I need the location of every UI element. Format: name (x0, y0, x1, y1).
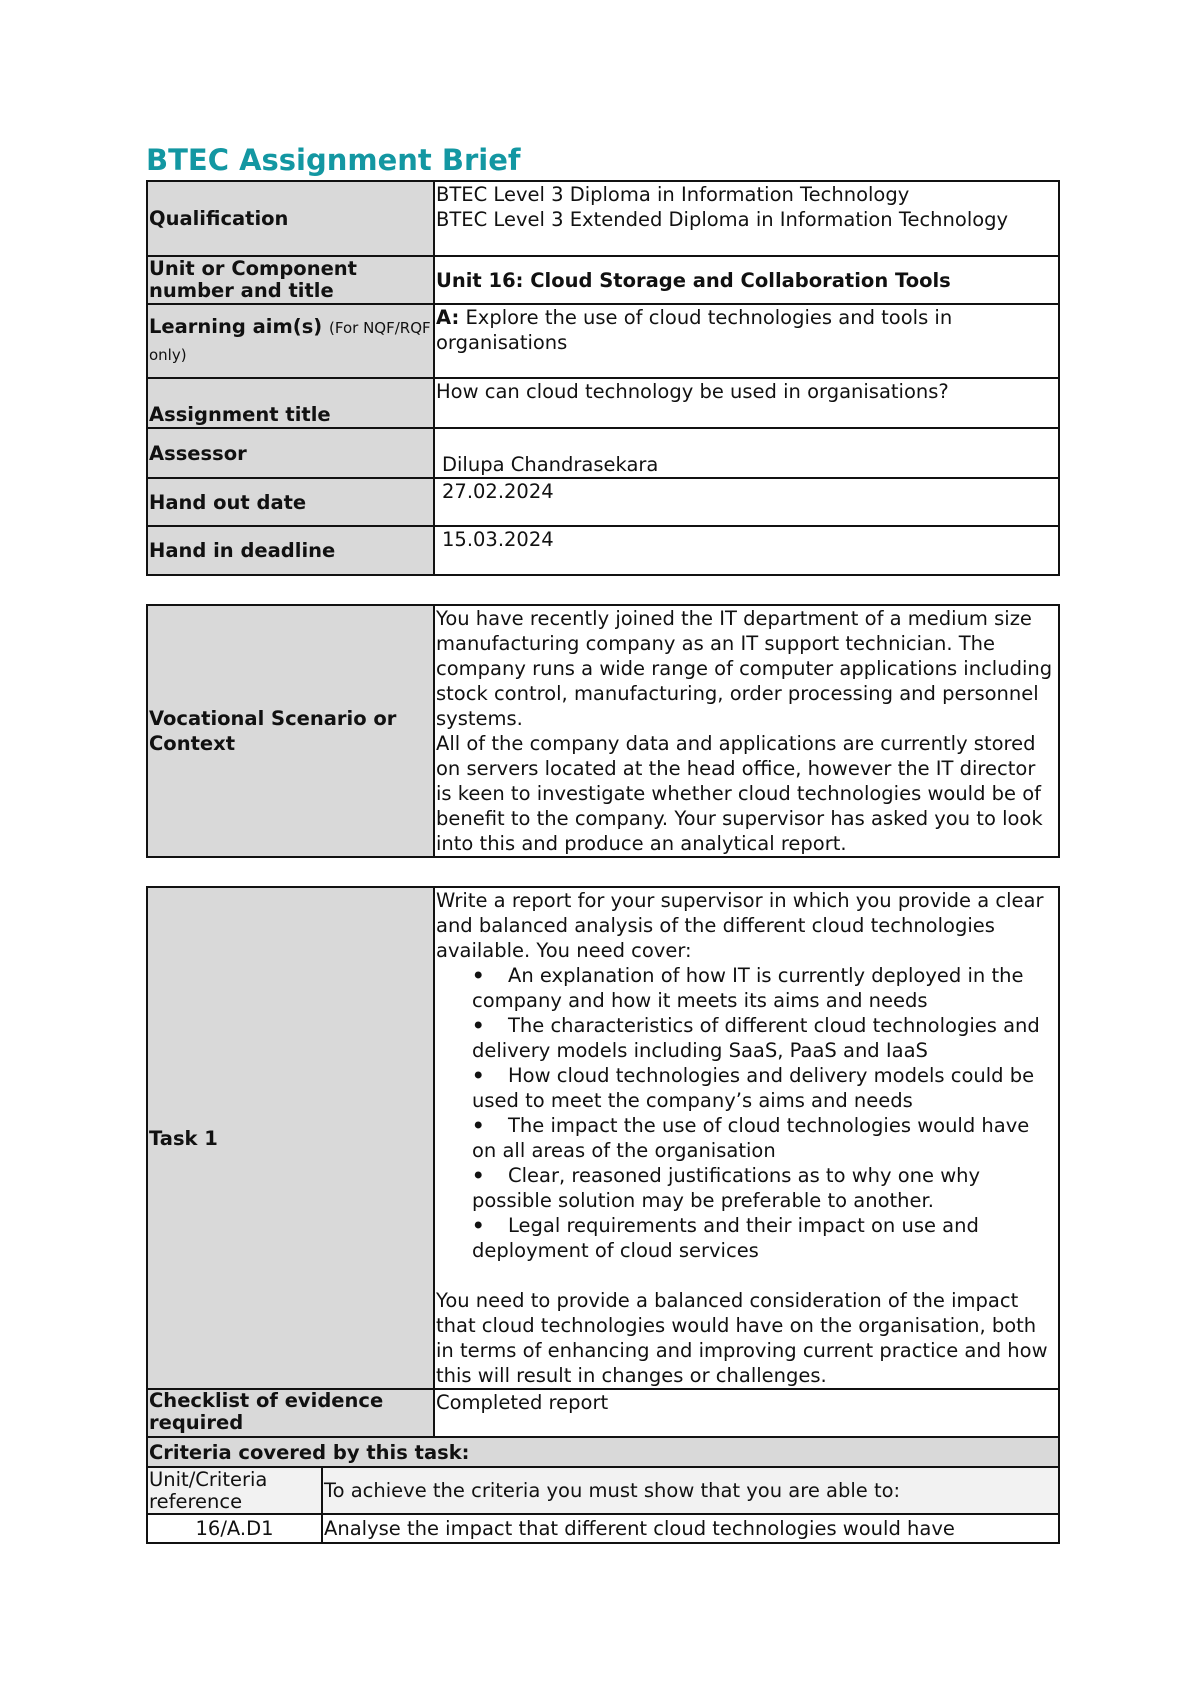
task-table (146, 886, 1060, 1438)
scenario-row (147, 605, 1059, 857)
handin-row (147, 526, 1059, 575)
handout-value: 27.02.2024 (434, 478, 1059, 526)
assessor-value: Dilupa Chandrasekara (434, 428, 1059, 478)
checklist-value: Completed report (434, 1389, 1059, 1437)
qualification-line-2: BTEC Level 3 Extended Diploma in Information Technology (436, 208, 1009, 231)
spacer (146, 858, 1060, 886)
criteria-table (146, 1436, 1060, 1544)
list-item (472, 1213, 1057, 1263)
criteria-col-desc: To achieve the criteria you must show that you are able to: (322, 1467, 1059, 1514)
qualification-value (434, 181, 1059, 256)
unit-label: Unit or Component number and title (147, 256, 434, 304)
task-outro: You need to provide a balanced consideration of the impact that cloud technologies would have on the organisation, both in terms of enhancing and improving current practice and how this will result in changes or challenges. (436, 1289, 1048, 1387)
table-row (147, 1514, 1059, 1543)
qualification-row (147, 181, 1059, 256)
scenario-value (434, 605, 1059, 857)
aims-label: Learning aim(s) (149, 315, 323, 338)
task-bullet-list (436, 963, 1057, 1263)
scenario-paragraph-2: All of the company data and applications are currently stored on servers located at the head office, however the IT director is keen to investigate whether cloud technologies would be of benefit to the company. Your supervisor has asked you to look into this and produce an analytical report. (436, 732, 1043, 855)
aims-label-cell (147, 304, 434, 378)
unit-value: Unit 16: Cloud Storage and Collaboration Tools (434, 256, 1059, 304)
aims-prefix: A: (436, 306, 460, 329)
qualification-line-1: BTEC Level 3 Diploma in Information Technology (436, 183, 910, 206)
assignment-brief-page (146, 140, 1060, 1544)
assessor-row (147, 428, 1059, 478)
page-title: BTEC Assignment Brief (146, 143, 521, 177)
blank-line (436, 1263, 1057, 1288)
aims-value: Explore the use of cloud technologies and tools in organisations (436, 306, 953, 354)
list-item (472, 1113, 1057, 1163)
assessor-label: Assessor (147, 428, 434, 478)
spacer (146, 576, 1060, 604)
aims-value-cell (434, 304, 1059, 378)
scenario-label: Vocational Scenario or Context (147, 605, 434, 857)
list-item (472, 1013, 1057, 1063)
info-table (146, 180, 1060, 576)
checklist-row (147, 1389, 1059, 1437)
list-item (472, 1163, 1057, 1213)
scenario-paragraph-1: You have recently joined the IT department of a medium size manufacturing company as an IT support technician. The company runs a wide range of computer applications including stock control, manufacturing, order processing and personnel systems. (436, 607, 1053, 730)
criteria-heading-row (147, 1437, 1059, 1467)
list-item-text: Legal requirements and their impact on use and deployment of cloud services (472, 1214, 979, 1262)
criteria-desc: Analyse the impact that different cloud technologies would have (322, 1514, 1059, 1543)
criteria-ref: 16/A.D1 (147, 1514, 322, 1543)
list-item-text: How cloud technologies and delivery models could be used to meet the company’s aims and needs (472, 1064, 1035, 1112)
list-item-text: The impact the use of cloud technologies would have on all areas of the organisation (472, 1114, 1030, 1162)
criteria-header-row (147, 1467, 1059, 1514)
qualification-label: Qualification (147, 181, 434, 256)
scenario-table (146, 604, 1060, 858)
aims-row (147, 304, 1059, 378)
list-item-text: An explanation of how IT is currently deployed in the company and how it meets its aims and needs (472, 964, 1024, 1012)
aims-note: (For NQF/RQF only) (149, 319, 431, 364)
list-item-text: Clear, reasoned justifications as to why one why possible solution may be preferable to another. (472, 1164, 981, 1212)
assignment-row (147, 378, 1059, 428)
criteria-heading: Criteria covered by this task: (147, 1437, 1059, 1467)
checklist-label: Checklist of evidence required (147, 1389, 434, 1437)
list-item-text: The characteristics of different cloud technologies and delivery models including SaaS, PaaS and IaaS (472, 1014, 1040, 1062)
task-body (434, 887, 1059, 1389)
handin-label: Hand in deadline (147, 526, 434, 575)
criteria-col-ref: Unit/Criteria reference (147, 1467, 322, 1514)
assignment-label: Assignment title (147, 378, 434, 428)
assignment-value: How can cloud technology be used in organisations? (434, 378, 1059, 428)
task-intro: Write a report for your supervisor in which you provide a clear and balanced analysis of the different cloud technologies available. You need cover: (436, 889, 1044, 962)
list-item (472, 963, 1057, 1013)
unit-row (147, 256, 1059, 304)
handout-row (147, 478, 1059, 526)
list-item (472, 1063, 1057, 1113)
task-row (147, 887, 1059, 1389)
task-label: Task 1 (147, 887, 434, 1389)
handout-label: Hand out date (147, 478, 434, 526)
handin-value: 15.03.2024 (434, 526, 1059, 575)
